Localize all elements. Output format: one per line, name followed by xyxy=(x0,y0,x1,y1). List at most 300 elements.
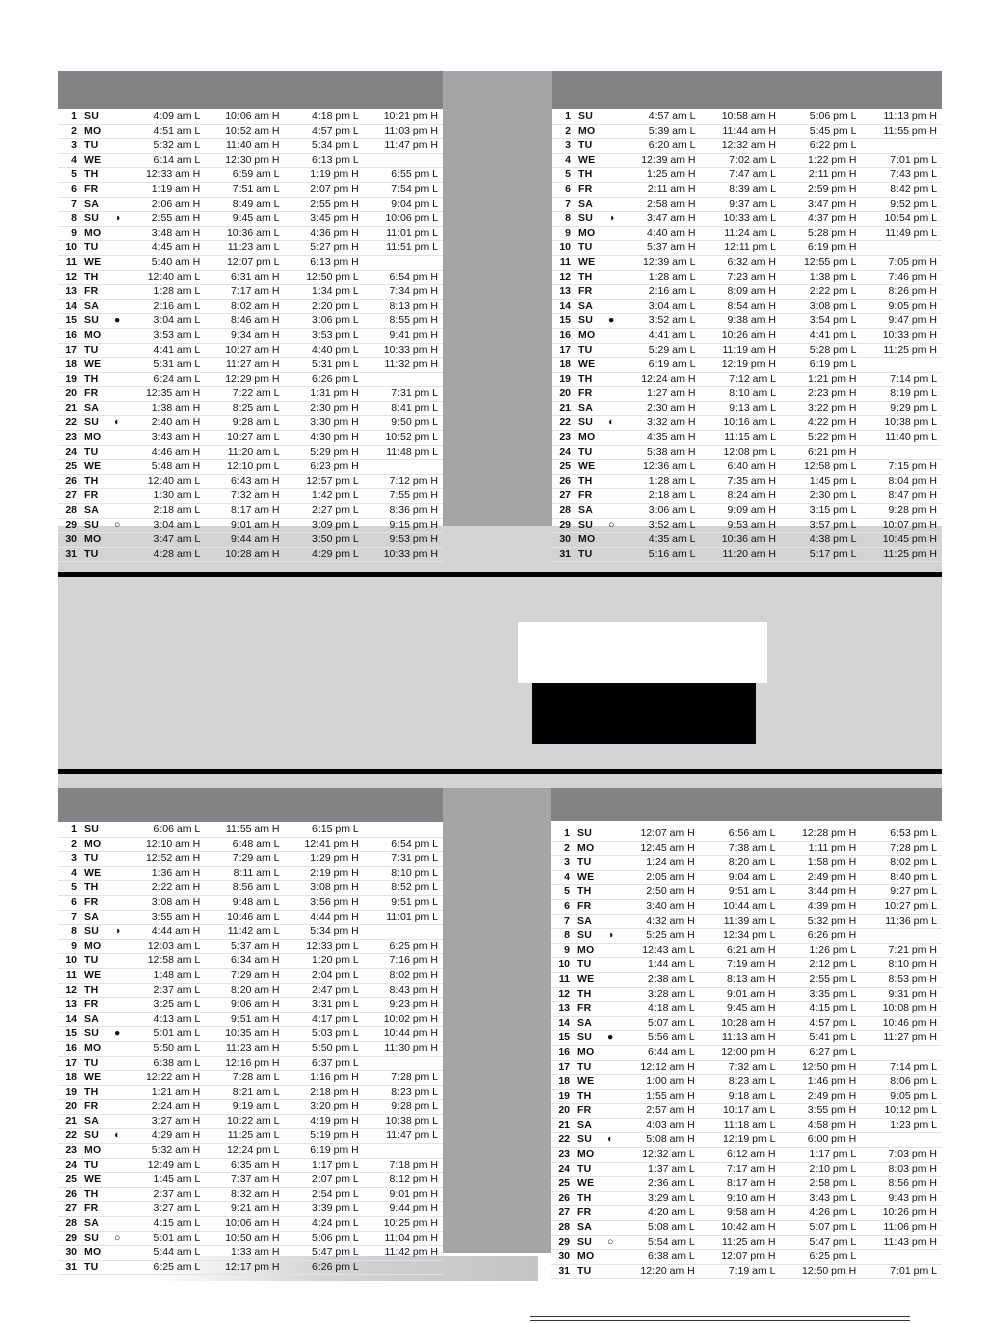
tide-time-4: 8:52 pm L xyxy=(391,881,438,894)
day-number: 21 xyxy=(558,1118,570,1131)
tide-time-3: 3:45 pm H xyxy=(310,212,359,225)
tide-time-4: 7:14 pm L xyxy=(890,1060,937,1073)
tide-time-1: 5:48 am H xyxy=(151,460,201,473)
day-of-week: SU xyxy=(84,823,99,835)
tide-time-1: 1:45 am L xyxy=(153,1173,201,1186)
tide-time-4 xyxy=(364,255,443,270)
day-number: 21 xyxy=(65,401,77,414)
day-number: 28 xyxy=(558,1221,570,1234)
day-number: 29 xyxy=(559,518,571,531)
day-number: 23 xyxy=(559,431,571,444)
footer-rule-2 xyxy=(530,1320,910,1321)
moon-phase-icon xyxy=(608,168,620,183)
tide-time-4: 8:13 pm H xyxy=(389,299,438,312)
tide-time-4: 8:36 pm H xyxy=(389,504,438,517)
day-number: 18 xyxy=(65,1071,77,1084)
tide-time-3: 5:28 pm H xyxy=(808,226,857,239)
tide-time-2: 7:32 am L xyxy=(728,1060,776,1073)
day-of-week: MO xyxy=(578,328,596,341)
tide-time-1: 3:04 am L xyxy=(153,518,201,531)
moon-phase-icon xyxy=(114,372,126,387)
tide-time-2: 6:48 am L xyxy=(232,837,280,850)
moon-phase-icon: ◐ xyxy=(607,1133,614,1146)
table-row xyxy=(552,314,942,329)
tide-time-2: 8:23 am L xyxy=(728,1075,776,1088)
tide-time-1: 1:28 am L xyxy=(153,285,201,298)
day-of-week: TU xyxy=(84,139,99,152)
tide-time-1: 3:25 am L xyxy=(153,998,201,1011)
tide-time-1: 1:21 am H xyxy=(151,1085,201,1098)
day-number: 28 xyxy=(559,504,571,517)
tide-time-4: 10:27 pm L xyxy=(884,899,937,912)
moon-phase-icon xyxy=(607,899,619,914)
tide-time-3: 2:27 pm L xyxy=(312,504,359,517)
tide-time-4 xyxy=(861,1250,942,1265)
table-row xyxy=(58,1173,443,1188)
tide-time-3: 6:19 pm L xyxy=(809,358,857,371)
tide-time-2: 7:35 am H xyxy=(727,474,776,487)
tide-time-2: 12:29 pm H xyxy=(225,372,280,385)
tide-time-4: 9:04 pm L xyxy=(391,197,438,210)
tide-time-3: 1:11 pm H xyxy=(808,841,857,854)
tide-time-1: 1:55 am H xyxy=(646,1089,695,1102)
tide-time-2: 8:02 am H xyxy=(231,299,280,312)
tide-time-3: 1:21 pm H xyxy=(808,372,857,385)
tide-time-2: 10:16 am L xyxy=(723,416,776,429)
day-number: 25 xyxy=(65,1173,77,1186)
day-number: 19 xyxy=(65,1085,77,1098)
moon-phase-icon xyxy=(608,270,620,285)
day-of-week: TU xyxy=(578,547,593,560)
table-row xyxy=(58,1144,443,1159)
tide-time-3: 6:27 pm L xyxy=(809,1045,857,1058)
moon-phase-icon: ○ xyxy=(114,1231,121,1244)
day-number: 18 xyxy=(559,358,571,371)
day-number: 10 xyxy=(558,958,570,971)
day-number: 14 xyxy=(65,1012,77,1025)
tide-time-1: 4:46 am H xyxy=(151,445,201,458)
table-row xyxy=(551,841,942,856)
moon-phase-icon xyxy=(608,533,620,548)
tide-time-1: 4:09 am L xyxy=(153,110,201,122)
day-of-week: TU xyxy=(577,1060,592,1073)
tide-time-4: 10:38 pm L xyxy=(884,416,937,429)
table-row xyxy=(551,1235,942,1250)
tide-time-2: 7:12 am L xyxy=(729,372,776,385)
tide-time-2: 9:09 am H xyxy=(727,504,776,517)
table-row xyxy=(552,431,942,446)
tide-time-4: 11:06 pm H xyxy=(883,1221,937,1234)
tide-time-2: 12:19 pm L xyxy=(722,1133,776,1146)
tide-time-4: 7:28 pm L xyxy=(890,841,937,854)
table-row xyxy=(58,285,443,300)
tide-time-2: 11:13 am H xyxy=(722,1031,776,1044)
tide-time-1: 3:48 am H xyxy=(151,226,201,239)
moon-phase-icon xyxy=(114,547,126,562)
tide-time-1: 4:35 am H xyxy=(647,431,696,444)
tide-time-1: 1:24 am H xyxy=(646,856,695,869)
tide-time-4: 7:05 pm H xyxy=(888,255,937,268)
moon-phase-icon xyxy=(608,489,620,504)
table-row xyxy=(58,401,443,416)
moon-phase-icon xyxy=(608,241,620,256)
tide-time-1: 4:20 am L xyxy=(648,1206,695,1219)
table-row xyxy=(58,983,443,998)
middle-grey-band xyxy=(58,526,942,788)
table-row xyxy=(551,885,942,900)
tide-time-4: 8:41 pm L xyxy=(391,401,438,414)
table-row xyxy=(552,168,942,183)
day-of-week: SA xyxy=(84,1012,99,1025)
tide-time-3: 5:50 pm L xyxy=(312,1041,359,1054)
tide-time-1: 2:16 am L xyxy=(153,299,201,312)
tide-time-3: 4:39 pm H xyxy=(807,899,857,912)
day-of-week: SA xyxy=(578,299,593,312)
table-row xyxy=(58,1260,443,1275)
tide-time-1: 4:32 am H xyxy=(646,914,695,927)
tide-time-1: 1:30 am L xyxy=(153,489,201,502)
tide-time-4: 8:43 pm H xyxy=(389,983,438,996)
day-number: 18 xyxy=(65,358,77,371)
moon-phase-icon: ◐ xyxy=(608,416,615,429)
day-number: 1 xyxy=(564,827,570,839)
tide-time-3: 1:17 pm L xyxy=(809,1148,857,1161)
tide-panel-top-right xyxy=(552,71,942,560)
day-number: 27 xyxy=(65,1202,77,1215)
table-row xyxy=(58,212,443,227)
table-row xyxy=(552,285,942,300)
moon-phase-icon xyxy=(114,1217,126,1232)
tide-time-1: 4:45 am H xyxy=(151,241,201,254)
tide-time-1: 12:43 am L xyxy=(642,943,695,956)
tide-time-2: 7:19 am L xyxy=(728,1264,776,1277)
tide-time-2: 6:32 am H xyxy=(727,255,776,268)
tide-time-3: 2:59 pm H xyxy=(808,182,857,195)
moon-phase-icon xyxy=(608,226,620,241)
tide-time-3: 3:31 pm L xyxy=(312,998,359,1011)
table-row xyxy=(551,1221,942,1236)
tide-time-4: 7:31 pm L xyxy=(391,852,438,865)
tide-time-2: 8:49 am L xyxy=(232,197,280,210)
tide-time-3: 4:15 pm L xyxy=(809,1002,857,1015)
tide-time-1: 3:52 am L xyxy=(648,314,696,327)
tide-time-2: 8:13 am H xyxy=(727,972,776,985)
tide-time-1: 6:06 am L xyxy=(153,823,201,835)
white-label-box xyxy=(518,622,767,683)
day-number: 10 xyxy=(65,241,77,254)
tide-time-3: 2:55 pm H xyxy=(310,197,359,210)
tide-time-3: 4:57 pm L xyxy=(312,124,359,137)
tide-time-4: 8:12 pm H xyxy=(389,1173,438,1186)
table-row xyxy=(551,1016,942,1031)
moon-phase-icon xyxy=(114,401,126,416)
tide-time-4: 11:48 pm L xyxy=(386,445,438,458)
tide-time-4: 9:27 pm L xyxy=(890,885,937,898)
day-number: 12 xyxy=(559,270,571,283)
tide-time-2: 6:34 am H xyxy=(231,954,280,967)
day-of-week: MO xyxy=(577,841,595,854)
moon-phase-icon xyxy=(114,110,126,124)
tide-time-4: 7:12 pm H xyxy=(389,474,438,487)
table-row xyxy=(552,489,942,504)
day-number: 8 xyxy=(565,212,571,225)
tide-time-4 xyxy=(364,372,443,387)
table-row xyxy=(58,968,443,983)
table-row xyxy=(551,1206,942,1221)
day-of-week: WE xyxy=(84,866,102,879)
tide-time-2: 12:10 pm L xyxy=(226,460,280,473)
tide-time-4: 7:21 pm H xyxy=(888,943,937,956)
tide-time-4: 10:33 pm H xyxy=(383,547,438,560)
tide-time-4: 10:33 pm H xyxy=(882,328,937,341)
table-row xyxy=(58,197,443,212)
table-row xyxy=(551,870,942,885)
moon-phase-icon xyxy=(114,1158,126,1173)
tide-time-3: 5:06 pm L xyxy=(809,110,857,122)
tide-time-4: 8:26 pm H xyxy=(888,285,937,298)
moon-phase-icon xyxy=(114,1041,126,1056)
day-of-week: SU xyxy=(84,416,99,429)
day-number: 6 xyxy=(564,899,570,912)
tide-time-2: 9:51 am H xyxy=(231,1012,280,1025)
tide-time-3: 4:22 pm H xyxy=(808,416,857,429)
tide-time-4: 6:25 pm H xyxy=(389,939,438,952)
day-of-week: MO xyxy=(578,226,596,239)
day-number: 3 xyxy=(564,856,570,869)
tide-time-1: 4:18 am L xyxy=(648,1002,695,1015)
tide-time-2: 8:11 am L xyxy=(233,866,280,879)
tide-time-2: 7:23 am H xyxy=(727,270,776,283)
tide-time-2: 11:20 am L xyxy=(227,445,280,458)
tide-time-1: 12:33 am H xyxy=(145,168,201,181)
tide-time-1: 2:18 am L xyxy=(648,489,696,502)
moon-phase-icon xyxy=(608,372,620,387)
day-of-week: TH xyxy=(84,270,99,283)
tide-time-1: 12:35 am H xyxy=(145,387,201,400)
tide-time-1: 2:05 am H xyxy=(646,870,695,883)
table-row xyxy=(552,343,942,358)
table-row xyxy=(552,110,942,124)
tide-time-1: 3:29 am L xyxy=(648,1191,695,1204)
moon-phase-icon: ◑ xyxy=(608,212,615,225)
day-number: 17 xyxy=(65,343,77,356)
tide-time-1: 2:11 am H xyxy=(647,182,696,195)
tide-time-1: 12:49 am L xyxy=(147,1158,201,1171)
tide-time-2: 6:43 am H xyxy=(231,474,280,487)
tide-time-4: 9:43 pm H xyxy=(888,1191,937,1204)
tide-time-3: 4:58 pm H xyxy=(807,1118,857,1131)
table-row xyxy=(552,270,942,285)
day-number: 1 xyxy=(565,110,571,122)
tide-time-1: 3:04 am L xyxy=(153,314,201,327)
day-number: 11 xyxy=(65,968,77,981)
tide-time-4: 9:52 pm L xyxy=(890,197,937,210)
tide-time-2: 1:33 am H xyxy=(231,1246,280,1259)
tide-time-2: 12:00 pm H xyxy=(721,1045,776,1058)
tide-time-4: 11:36 pm L xyxy=(885,914,937,927)
day-number: 30 xyxy=(65,533,77,546)
moon-phase-icon xyxy=(114,837,126,852)
table-row xyxy=(551,1118,942,1133)
tide-time-2: 8:46 am H xyxy=(231,314,280,327)
day-number: 11 xyxy=(559,255,571,268)
tide-time-2: 7:29 am H xyxy=(231,968,280,981)
tide-time-2: 12:07 pm L xyxy=(226,255,280,268)
tide-time-2: 11:25 am H xyxy=(722,1235,776,1248)
day-of-week: TH xyxy=(577,885,592,898)
day-of-week: SU xyxy=(84,314,99,327)
table-row xyxy=(58,1114,443,1129)
day-of-week: FR xyxy=(578,285,593,298)
day-of-week: SA xyxy=(577,1016,592,1029)
tide-time-3: 3:57 pm L xyxy=(809,518,857,531)
moon-phase-icon xyxy=(114,460,126,475)
moon-phase-icon xyxy=(114,270,126,285)
day-number: 9 xyxy=(565,226,571,239)
tide-time-2: 7:02 am L xyxy=(729,153,776,166)
tide-time-2: 9:34 am H xyxy=(231,328,280,341)
center-divider-bottom xyxy=(443,788,551,1253)
tide-time-2: 11:18 am L xyxy=(723,1118,776,1131)
table-row xyxy=(58,299,443,314)
tide-time-3: 6:13 pm L xyxy=(312,153,359,166)
moon-phase-icon xyxy=(114,328,126,343)
table-row xyxy=(551,929,942,944)
day-of-week: TH xyxy=(84,372,99,385)
day-number: 14 xyxy=(65,299,77,312)
table-row xyxy=(58,1027,443,1042)
tide-time-4: 6:54 pm H xyxy=(389,270,438,283)
tide-time-2: 8:39 am L xyxy=(729,182,776,195)
table-row xyxy=(552,504,942,519)
tide-time-3: 4:26 pm L xyxy=(809,1206,857,1219)
tide-time-2: 12:07 pm H xyxy=(721,1250,776,1263)
tide-time-2: 6:35 am H xyxy=(231,1158,280,1171)
moon-phase-icon xyxy=(114,939,126,954)
tide-time-4: 7:16 pm H xyxy=(389,954,438,967)
day-of-week: WE xyxy=(84,255,102,268)
tide-time-1: 5:40 am H xyxy=(151,255,201,268)
panel-header xyxy=(58,788,443,822)
tide-time-4: 11:04 pm H xyxy=(384,1231,438,1244)
tide-time-2: 9:44 am H xyxy=(231,533,280,546)
moon-phase-icon xyxy=(114,1012,126,1027)
moon-phase-icon xyxy=(114,998,126,1013)
day-number: 16 xyxy=(559,328,571,341)
day-of-week: MO xyxy=(84,124,102,137)
tide-time-3: 1:16 pm H xyxy=(310,1071,359,1084)
tide-time-4 xyxy=(364,1056,443,1071)
table-row xyxy=(58,314,443,329)
panel-header xyxy=(552,71,942,109)
tide-panel-top-left xyxy=(58,71,443,560)
tide-time-3: 2:54 pm L xyxy=(312,1187,359,1200)
table-row xyxy=(551,1060,942,1075)
tide-time-2: 7:17 am H xyxy=(231,285,280,298)
moon-phase-icon xyxy=(114,823,126,837)
tide-time-1: 12:03 am L xyxy=(147,939,201,952)
table-row xyxy=(58,445,443,460)
tide-time-1: 5:07 am L xyxy=(648,1016,695,1029)
day-of-week: FR xyxy=(577,1206,592,1219)
tide-time-2: 8:17 am H xyxy=(231,504,280,517)
moon-phase-icon xyxy=(114,299,126,314)
tide-time-4: 11:32 pm H xyxy=(384,358,438,371)
table-row xyxy=(58,110,443,124)
tide-time-3: 3:53 pm L xyxy=(312,328,359,341)
tide-time-4: 9:15 pm H xyxy=(389,518,438,531)
moon-phase-icon: ◐ xyxy=(114,416,121,429)
tide-time-2: 5:37 am H xyxy=(231,939,280,952)
table-row xyxy=(58,182,443,197)
day-number: 19 xyxy=(558,1089,570,1102)
day-number: 5 xyxy=(71,881,77,894)
tide-time-3: 1:26 pm L xyxy=(809,943,857,956)
tide-time-2: 12:19 pm H xyxy=(721,358,776,371)
tide-time-1: 3:06 am L xyxy=(648,504,696,517)
tide-time-4: 7:43 pm L xyxy=(890,168,937,181)
day-number: 5 xyxy=(564,885,570,898)
tide-time-2: 6:21 am H xyxy=(727,943,776,956)
tide-time-4: 9:29 pm L xyxy=(890,401,937,414)
tide-time-4: 8:10 pm L xyxy=(391,866,438,879)
tide-time-2: 9:58 am H xyxy=(727,1206,776,1219)
table-row xyxy=(552,197,942,212)
tide-time-4: 10:33 pm H xyxy=(383,343,438,356)
day-of-week: TH xyxy=(578,474,593,487)
tide-time-4: 7:54 pm L xyxy=(391,182,438,195)
tide-time-4: 10:02 pm H xyxy=(383,1012,438,1025)
tide-time-2: 12:11 pm L xyxy=(724,241,776,254)
tide-time-2: 6:12 am H xyxy=(727,1148,776,1161)
tide-time-2: 11:27 am H xyxy=(226,358,280,371)
tide-time-4: 8:40 pm L xyxy=(890,870,937,883)
table-row xyxy=(552,182,942,197)
day-of-week: TU xyxy=(84,343,99,356)
day-number: 15 xyxy=(65,1027,77,1040)
day-number: 2 xyxy=(565,124,571,137)
table-row xyxy=(58,358,443,373)
tide-time-3: 3:08 pm L xyxy=(809,299,857,312)
tide-time-4: 10:26 pm H xyxy=(882,1206,937,1219)
tide-time-4: 11:30 pm H xyxy=(384,1041,438,1054)
tide-time-3: 4:30 pm H xyxy=(310,431,359,444)
tide-time-1: 5:08 am H xyxy=(646,1133,695,1146)
moon-phase-icon xyxy=(114,968,126,983)
tide-time-3: 6:00 pm H xyxy=(807,1133,857,1146)
day-of-week: SU xyxy=(577,1235,592,1248)
tide-time-4: 11:01 pm L xyxy=(386,910,438,923)
day-of-week: SU xyxy=(578,416,593,429)
tide-time-3: 12:50 pm L xyxy=(306,270,359,283)
moon-phase-icon xyxy=(114,852,126,867)
tide-time-1: 5:29 am L xyxy=(648,343,696,356)
tide-time-4 xyxy=(861,1133,942,1148)
day-number: 5 xyxy=(565,168,571,181)
tide-time-1: 12:40 am L xyxy=(147,474,201,487)
day-of-week: WE xyxy=(577,870,595,883)
table-row xyxy=(552,212,942,227)
moon-phase-icon xyxy=(114,866,126,881)
moon-phase-icon xyxy=(608,124,620,139)
tide-time-2: 11:15 am L xyxy=(724,431,776,444)
moon-phase-icon xyxy=(607,1104,619,1119)
moon-phase-icon xyxy=(607,972,619,987)
moon-phase-icon xyxy=(608,139,620,154)
table-row xyxy=(58,939,443,954)
table-row xyxy=(551,914,942,929)
tide-time-3: 1:38 pm L xyxy=(809,270,857,283)
